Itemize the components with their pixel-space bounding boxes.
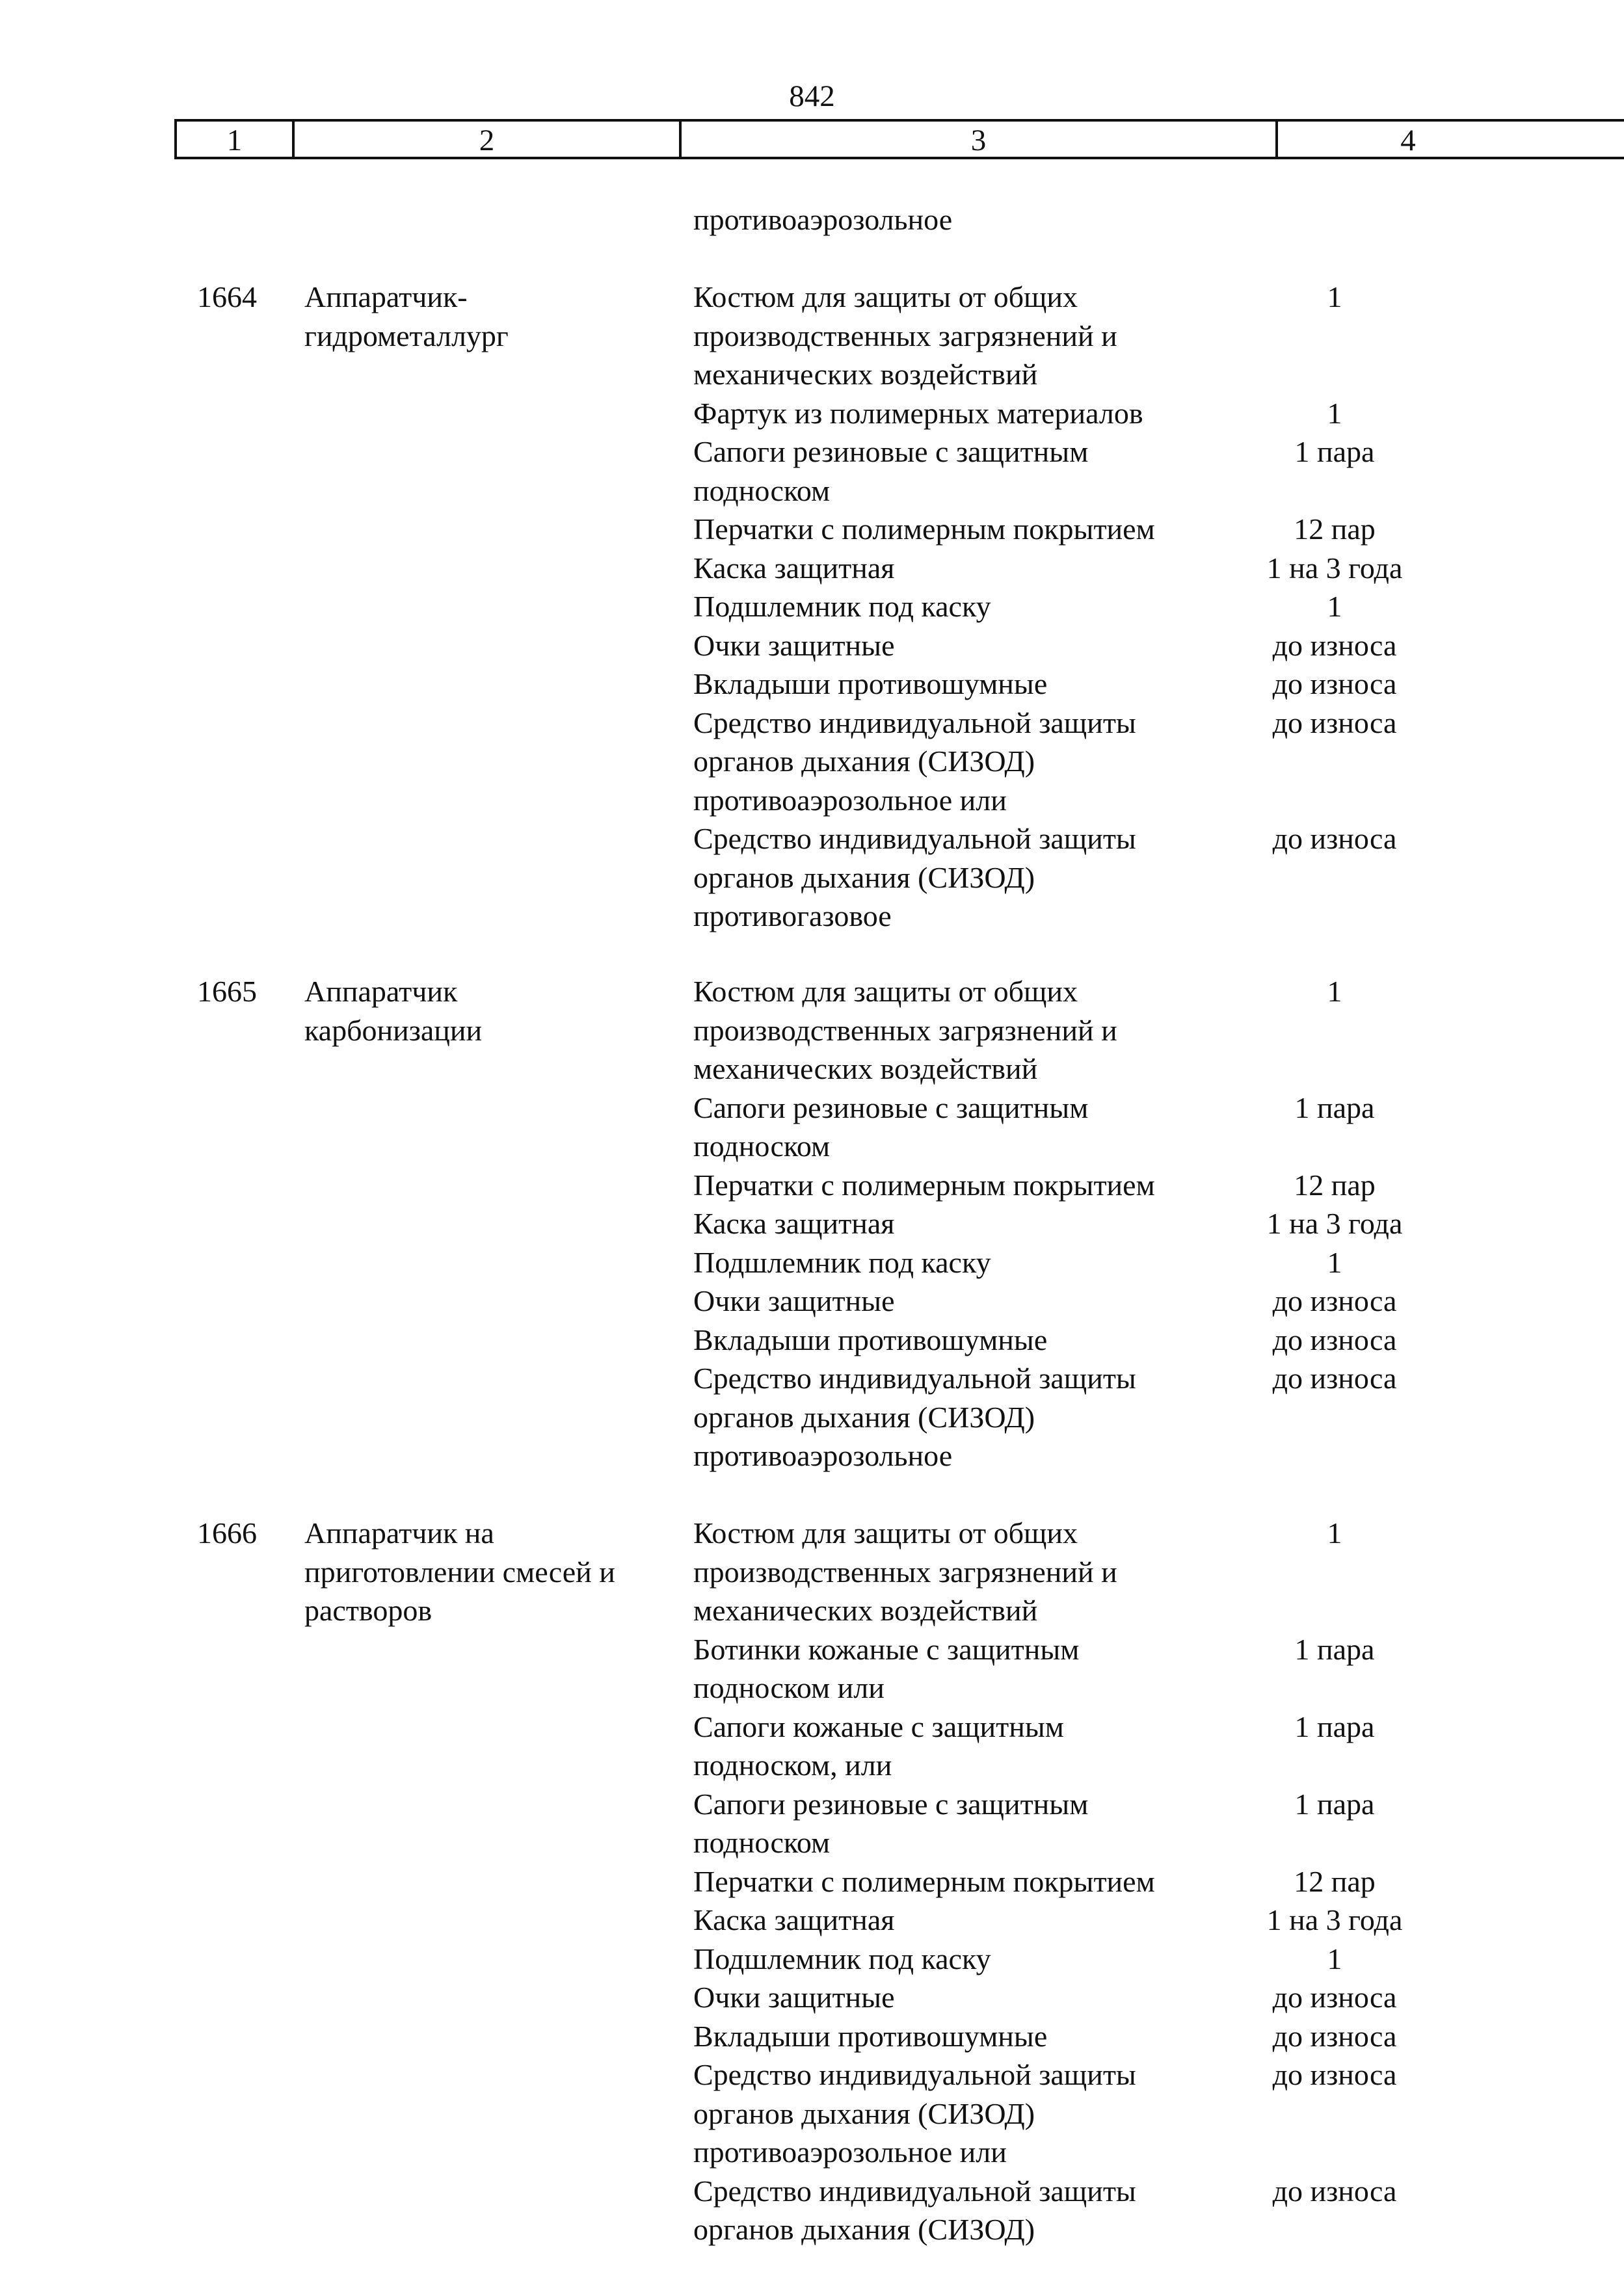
ppe-item-quantity: 1 [1327, 1516, 1342, 1550]
ppe-item-quantity: 1 [1327, 1245, 1342, 1279]
list-item [693, 704, 1617, 820]
continuation-text: противоаэрозольное [693, 203, 953, 236]
ppe-item-quantity: до износа [1272, 628, 1397, 662]
list-item [693, 2055, 1617, 2172]
ppe-item-quantity: до износа [1272, 1284, 1397, 1317]
ppe-item-name: Подшлемник под каску [693, 1942, 991, 1975]
ppe-item-list [693, 1514, 1617, 2249]
list-item [693, 1282, 1617, 1321]
ppe-item-name: Сапоги резиновые с защитным подноском [693, 435, 1089, 507]
ppe-item-quantity: 1 на 3 года [1266, 1903, 1403, 1936]
ppe-item-name: Вкладыши противошумные [693, 667, 1048, 700]
ppe-item-quantity: 1 пара [1294, 435, 1375, 468]
ppe-item-quantity: 1 [1327, 1942, 1342, 1975]
row-number: 1665 [197, 975, 257, 1008]
ppe-item-name: Сапоги кожаные с защитным подноском, или [693, 1709, 1064, 1782]
list-item [693, 1785, 1617, 1862]
ppe-item-quantity: 12 пар [1294, 512, 1376, 546]
list-item [693, 587, 1617, 626]
ppe-item-name: Средство индивидуальной защиты органов дыхания (СИЗОД) противоаэрозольное или [693, 706, 1136, 817]
ppe-item-quantity: до износа [1272, 822, 1397, 855]
ppe-item-name: Костюм для защиты от общих производственных загрязнений и механических воздействий [693, 975, 1117, 1085]
ppe-item-name: Подшлемник под каску [693, 590, 991, 623]
ppe-item-name: Сапоги резиновые с защитным подноском [693, 1090, 1089, 1163]
column-header-4: 4 [1400, 124, 1416, 157]
ppe-item-name: Каска защитная [693, 551, 895, 585]
list-item [693, 1514, 1617, 1630]
list-item [693, 1862, 1617, 1901]
list-item [693, 1708, 1617, 1785]
list-item [693, 1243, 1617, 1282]
list-item [693, 1321, 1617, 1360]
profession-title: Аппаратчик карбонизации [304, 975, 483, 1047]
ppe-item-quantity: до износа [1272, 1981, 1397, 2014]
ppe-item-quantity: 12 пар [1294, 1864, 1376, 1898]
ppe-item-name: Костюм для защиты от общих производственных загрязнений и механических воздействий [693, 1516, 1117, 1627]
row-number: 1666 [197, 1516, 257, 1550]
ppe-item-name: Каска защитная [693, 1903, 895, 1936]
list-item [693, 1978, 1617, 2017]
list-item [693, 2172, 1617, 2249]
ppe-item-quantity: до износа [1272, 1323, 1397, 1356]
list-item [693, 1940, 1617, 1979]
table-header [174, 119, 1624, 159]
ppe-item-quantity: 1 пара [1294, 1632, 1375, 1666]
list-item [693, 972, 1617, 1089]
ppe-item-quantity: 1 на 3 года [1266, 551, 1403, 585]
ppe-item-name: Очки защитные [693, 1981, 895, 2014]
list-item [693, 1204, 1617, 1243]
ppe-item-quantity: до износа [1272, 2019, 1397, 2053]
ppe-item-name: Средство индивидуальной защиты органов дыхания (СИЗОД) [693, 2174, 1136, 2246]
ppe-item-name: Вкладыши противошумные [693, 2019, 1048, 2053]
ppe-item-quantity: 1 на 3 года [1266, 1207, 1403, 1240]
list-item [693, 1089, 1617, 1166]
ppe-item-name: Перчатки с полимерным покрытием [693, 1864, 1155, 1898]
ppe-item-quantity: 1 [1327, 280, 1342, 313]
row-number: 1664 [197, 280, 257, 313]
ppe-item-name: Подшлемник под каску [693, 1245, 991, 1279]
ppe-item-name: Очки защитные [693, 1284, 895, 1317]
ppe-item-name: Каска защитная [693, 1207, 895, 1240]
ppe-item-quantity: 12 пар [1294, 1168, 1376, 1202]
ppe-item-list [693, 972, 1617, 1475]
list-item [693, 2017, 1617, 2056]
ppe-item-name: Сапоги резиновые с защитным подноском [693, 1787, 1089, 1859]
ppe-item-name: Очки защитные [693, 628, 895, 662]
list-item [693, 819, 1617, 936]
ppe-item-quantity: до износа [1272, 706, 1397, 739]
list-item [693, 432, 1617, 510]
list-item [693, 510, 1617, 549]
list-item [693, 394, 1617, 433]
ppe-item-quantity: до износа [1272, 1362, 1397, 1395]
ppe-item-name: Средство индивидуальной защиты органов дыхания (СИЗОД) противоаэрозольное [693, 1362, 1136, 1472]
ppe-item-quantity: 1 пара [1294, 1709, 1375, 1743]
column-header-1: 1 [177, 122, 295, 157]
list-item [693, 1166, 1617, 1205]
ppe-item-quantity: 1 [1327, 396, 1342, 430]
ppe-item-name: Средство индивидуальной защиты органов дыхания (СИЗОД) противогазовое [693, 822, 1136, 932]
ppe-item-quantity: до износа [1272, 2058, 1397, 2091]
profession-title: Аппаратчик- гидрометаллург [304, 280, 509, 352]
ppe-item-quantity: до износа [1272, 667, 1397, 700]
column-header-3: 3 [682, 122, 1278, 157]
ppe-item-name: Средство индивидуальной защиты органов дыхания (СИЗОД) противоаэрозольное или [693, 2058, 1136, 2169]
ppe-item-list [693, 278, 1617, 936]
page-number: 842 [789, 79, 835, 113]
ppe-item-quantity: 1 [1327, 975, 1342, 1008]
ppe-item-quantity: 1 пара [1294, 1787, 1375, 1821]
ppe-item-name: Ботинки кожаные с защитным подноском или [693, 1632, 1080, 1704]
list-item [693, 1630, 1617, 1708]
ppe-item-quantity: 1 пара [1294, 1090, 1375, 1124]
ppe-item-quantity: до износа [1272, 2174, 1397, 2208]
ppe-item-name: Фартук из полимерных материалов [693, 396, 1143, 430]
list-item [693, 1901, 1617, 1940]
ppe-item-name: Вкладыши противошумные [693, 1323, 1048, 1356]
column-header-2: 2 [295, 122, 682, 157]
list-item [693, 626, 1617, 665]
ppe-item-name: Перчатки с полимерным покрытием [693, 1168, 1155, 1202]
profession-title: Аппаратчик на приготовлении смесей и растворов [304, 1516, 615, 1627]
list-item [693, 1359, 1617, 1475]
list-item [693, 278, 1617, 394]
ppe-item-name: Костюм для защиты от общих производственных загрязнений и механических воздействий [693, 280, 1117, 391]
list-item [693, 549, 1617, 588]
ppe-item-quantity: 1 [1327, 590, 1342, 623]
ppe-item-name: Перчатки с полимерным покрытием [693, 512, 1155, 546]
list-item [693, 665, 1617, 704]
